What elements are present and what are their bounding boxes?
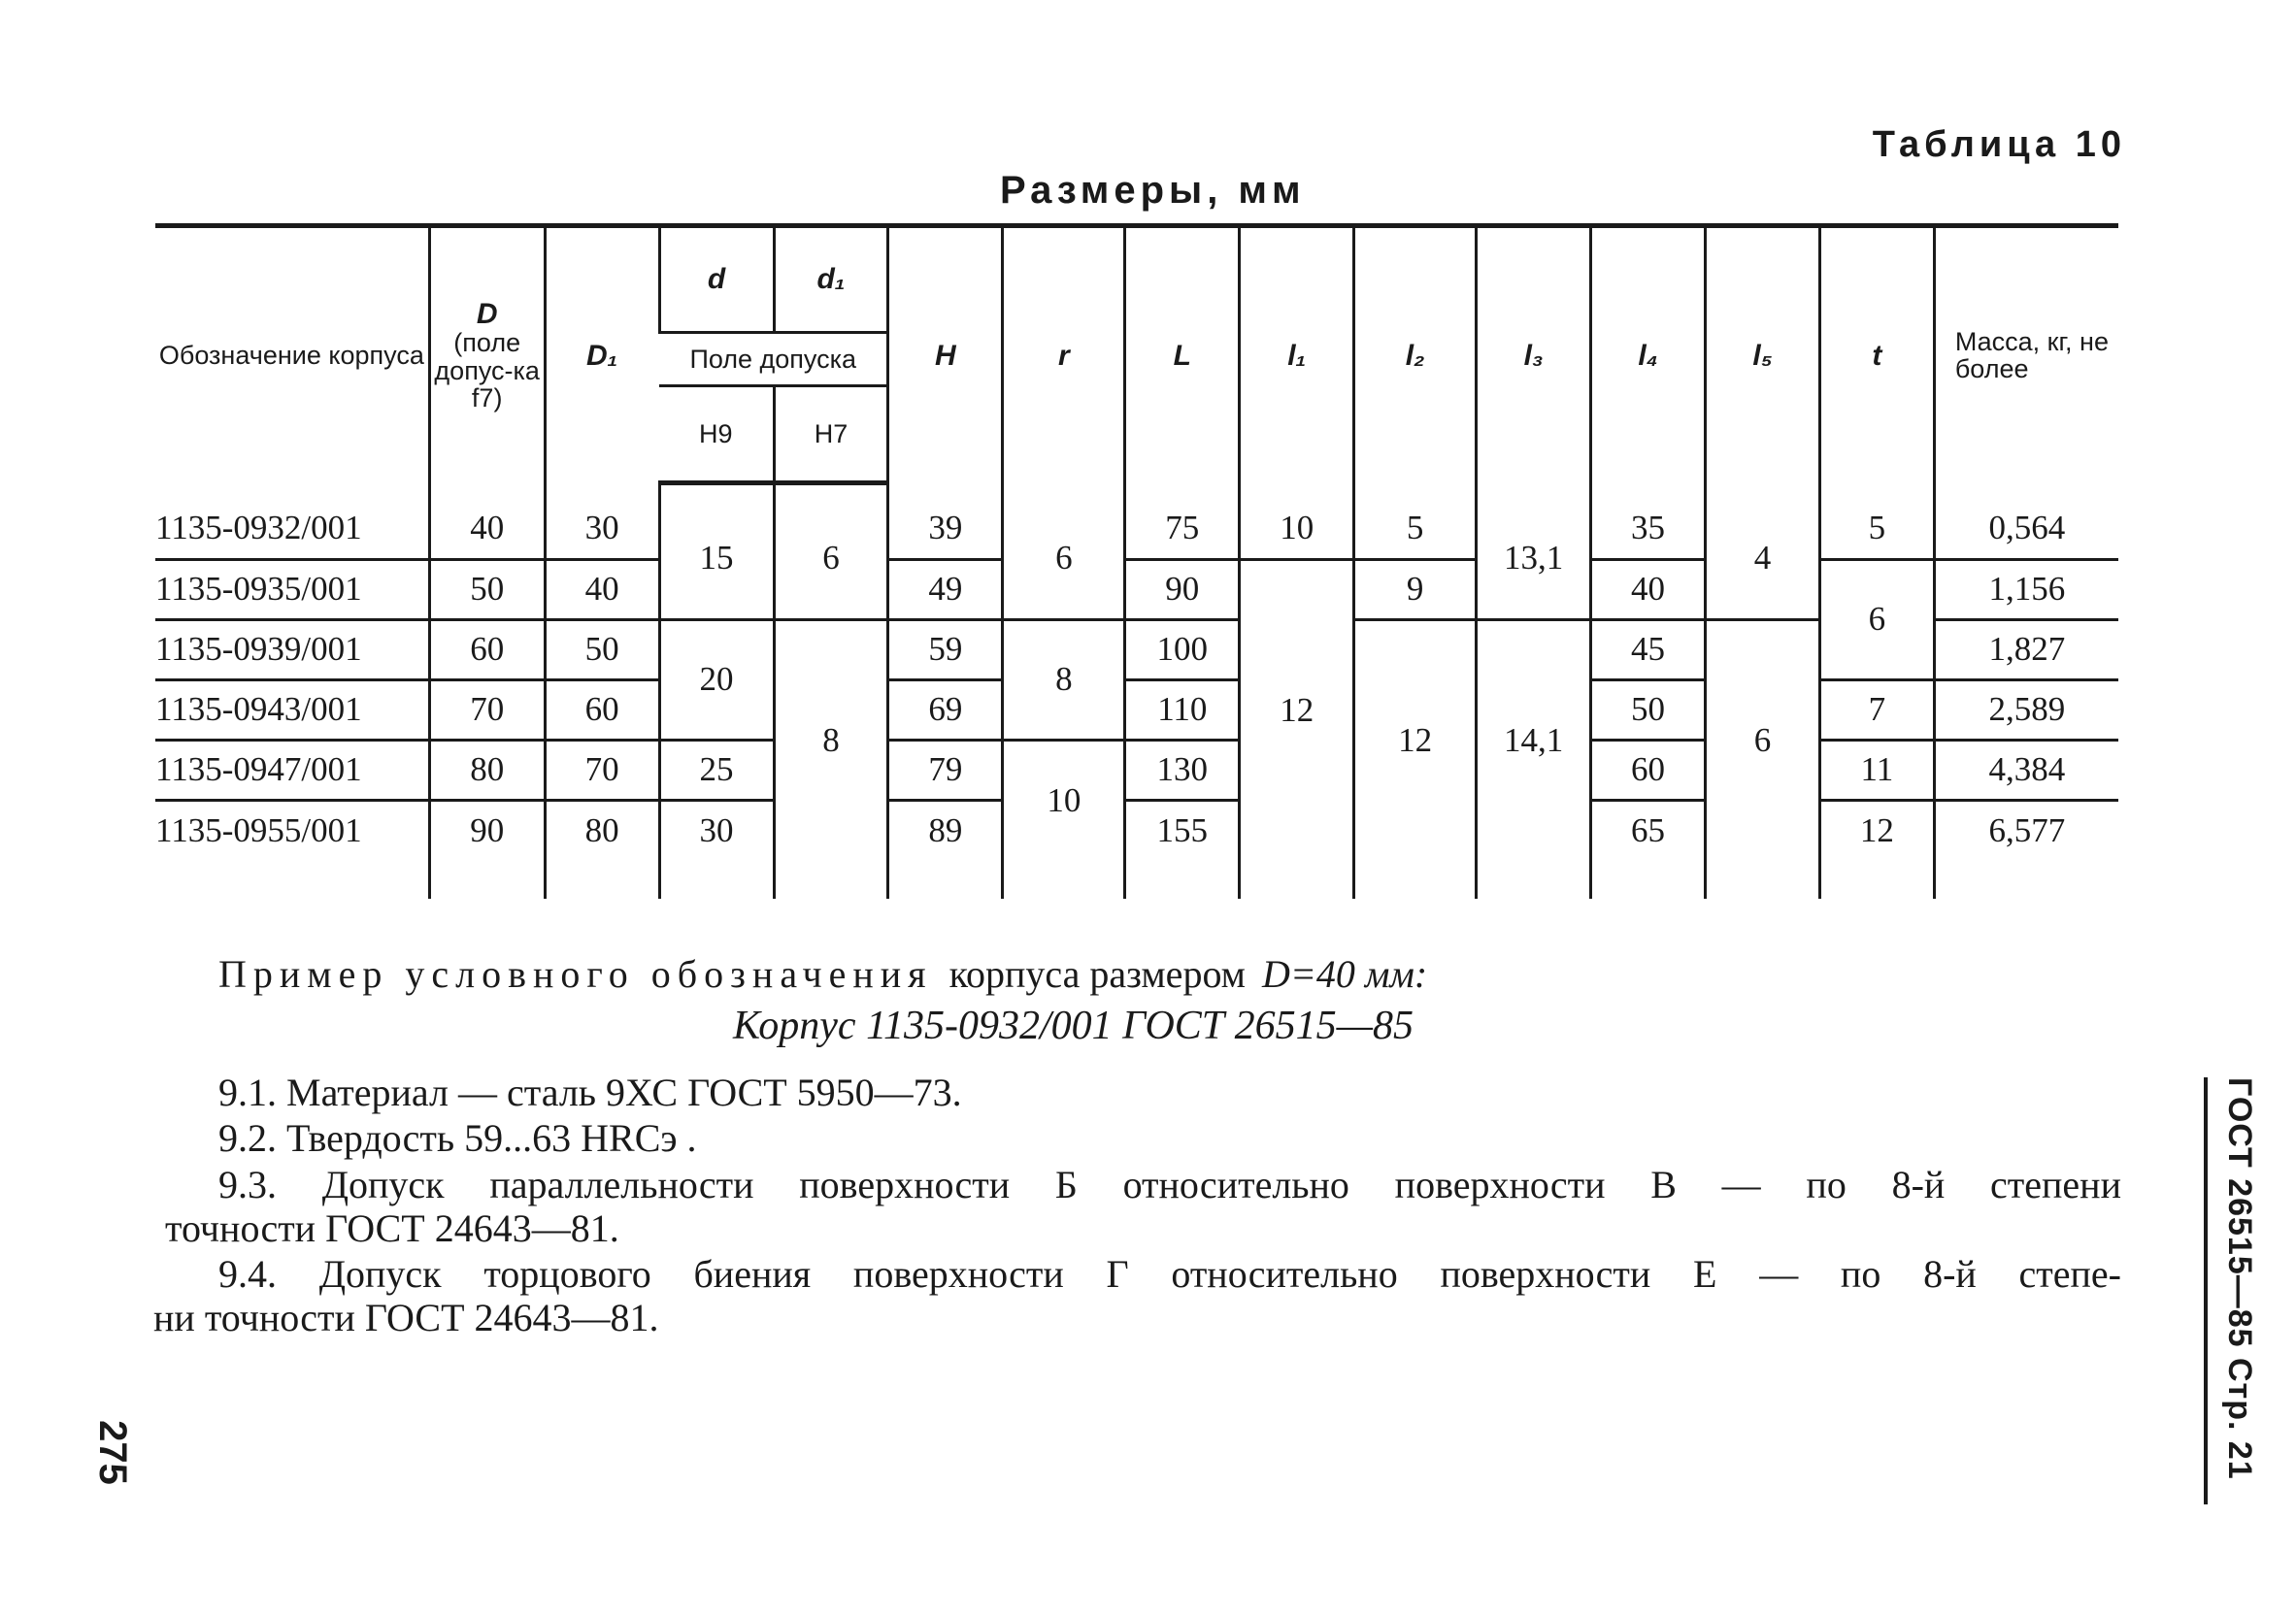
dimensions-caption: Размеры, мм	[1000, 169, 1306, 212]
d-cell: 25	[659, 740, 774, 800]
t-cell: 5	[1819, 499, 1934, 559]
header-tolerance-field: Поле допуска	[659, 333, 888, 386]
H-cell: 39	[888, 499, 1003, 559]
mass-cell: 1,156	[1934, 559, 2118, 619]
l2-cell: 9	[1354, 559, 1477, 619]
H-cell: 69	[888, 679, 1003, 740]
header-r: r	[1003, 226, 1125, 483]
L-cell: 155	[1125, 800, 1240, 860]
r-cell: 8	[1003, 619, 1125, 740]
side-stamp-text: ГОСТ 26515—85 Стр. 21	[2221, 1077, 2258, 1480]
t-cell: 12	[1819, 800, 1934, 860]
designation-cell: 1135-0947/001	[155, 740, 429, 800]
header-D-symbol: D	[476, 297, 498, 330]
l4-cell: 50	[1591, 679, 1706, 740]
l5-cell: 4	[1706, 499, 1820, 619]
r-cell: 10	[1003, 740, 1125, 860]
H-cell: 79	[888, 740, 1003, 800]
d1-cell: 8	[774, 619, 888, 860]
l4-cell: 60	[1591, 740, 1706, 800]
header-H: H	[888, 226, 1003, 483]
D1-cell: 30	[545, 499, 659, 559]
D-cell: 70	[429, 679, 545, 740]
header-H7: H7	[774, 386, 888, 483]
header-l3: l₃	[1477, 226, 1591, 483]
l4-cell: 45	[1591, 619, 1706, 679]
H-cell: 59	[888, 619, 1003, 679]
clause-9-3-line-1: 9.3. Допуск параллельности поверхности Б относительно поверхности В — по 8-й степени	[218, 1163, 2121, 1206]
l2-cell: 5	[1354, 499, 1477, 559]
mass-cell: 1,827	[1934, 619, 2118, 679]
L-cell: 100	[1125, 619, 1240, 679]
clause-9-4-line-2: ни точности ГОСТ 24643—81.	[153, 1296, 659, 1339]
D-cell: 60	[429, 619, 545, 679]
D1-cell: 70	[545, 740, 659, 800]
t-cell: 6	[1819, 559, 1934, 679]
header-D	[429, 226, 545, 483]
mass-cell: 2,589	[1934, 679, 2118, 740]
page-number: 275	[90, 1420, 134, 1485]
l3-cell: 14,1	[1477, 619, 1591, 860]
example-line	[218, 952, 1428, 996]
H-cell: 49	[888, 559, 1003, 619]
clause-9-2: 9.2. Твердость 59...63 HRCэ .	[218, 1116, 697, 1160]
d-cell: 30	[659, 800, 774, 860]
l4-cell: 40	[1591, 559, 1706, 619]
header-designation: Обозначение корпуса	[158, 341, 424, 371]
designation-cell: 1135-0932/001	[155, 499, 429, 559]
l1-cell: 10	[1240, 499, 1354, 559]
l4-cell: 35	[1591, 499, 1706, 559]
mass-cell: 6,577	[1934, 800, 2118, 860]
header-l2: l₂	[1354, 226, 1477, 483]
header-l1: l₁	[1240, 226, 1354, 483]
header-t: t	[1819, 226, 1934, 483]
D-cell: 40	[429, 499, 545, 559]
dimensions-table	[155, 223, 2118, 899]
designation-cell: 1135-0955/001	[155, 810, 362, 849]
header-d1: d₁	[774, 226, 888, 333]
l1-cell: 12	[1240, 559, 1354, 860]
l2-cell: 12	[1354, 619, 1477, 860]
header-D-note: (поле допус-ка f7)	[434, 328, 540, 413]
l3-cell: 13,1	[1477, 499, 1591, 619]
clause-9-3-line-2: точности ГОСТ 24643—81.	[165, 1206, 619, 1250]
r-cell: 6	[1003, 499, 1125, 619]
designation-cell: 1135-0943/001	[155, 679, 429, 740]
header-l4: l₄	[1591, 226, 1706, 483]
header-L: L	[1125, 226, 1240, 483]
table-number: Таблица 10	[1872, 124, 2126, 165]
t-cell: 7	[1819, 679, 1934, 740]
L-cell: 130	[1125, 740, 1240, 800]
D-cell: 50	[429, 559, 545, 619]
example-designation: Корпус 1135-0932/001 ГОСТ 26515—85	[733, 1004, 1414, 1048]
example-formula: D=40 мм:	[1262, 952, 1428, 996]
header-H9: H9	[659, 386, 774, 483]
L-cell: 75	[1125, 499, 1240, 559]
header-l5: l₅	[1706, 226, 1820, 483]
D-cell: 90	[429, 800, 545, 860]
D1-cell: 60	[545, 679, 659, 740]
header-D1: D₁	[545, 226, 659, 483]
l5-cell: 6	[1706, 619, 1820, 860]
l4-cell: 65	[1591, 800, 1706, 860]
H-cell: 89	[888, 800, 1003, 860]
mass-cell: 0,564	[1934, 499, 2118, 559]
mass-cell: 4,384	[1934, 740, 2118, 800]
d-cell: 15	[659, 499, 774, 619]
D1-cell: 80	[545, 800, 659, 860]
header-d: d	[659, 226, 774, 333]
L-cell: 90	[1125, 559, 1240, 619]
designation-cell: 1135-0935/001	[155, 559, 429, 619]
example-tail: корпуса размером	[948, 952, 1246, 996]
designation-cell: 1135-0939/001	[155, 619, 429, 679]
t-cell: 11	[1819, 740, 1934, 800]
example-intro: Пример условного обозначения	[218, 952, 933, 996]
D-cell: 80	[429, 740, 545, 800]
d1-cell: 6	[774, 499, 888, 619]
d-cell: 20	[659, 619, 774, 740]
D1-cell: 50	[545, 619, 659, 679]
D1-cell: 40	[545, 559, 659, 619]
clause-9-1: 9.1. Материал — сталь 9ХС ГОСТ 5950—73.	[218, 1071, 962, 1114]
clause-9-4-line-1: 9.4. Допуск торцового биения поверхности Г относительно поверхности Е — по 8-й степе-	[218, 1252, 2121, 1296]
header-mass: Масса, кг, не более	[1934, 226, 2118, 483]
L-cell: 110	[1125, 679, 1240, 740]
side-standard-stamp	[2204, 1077, 2256, 1504]
